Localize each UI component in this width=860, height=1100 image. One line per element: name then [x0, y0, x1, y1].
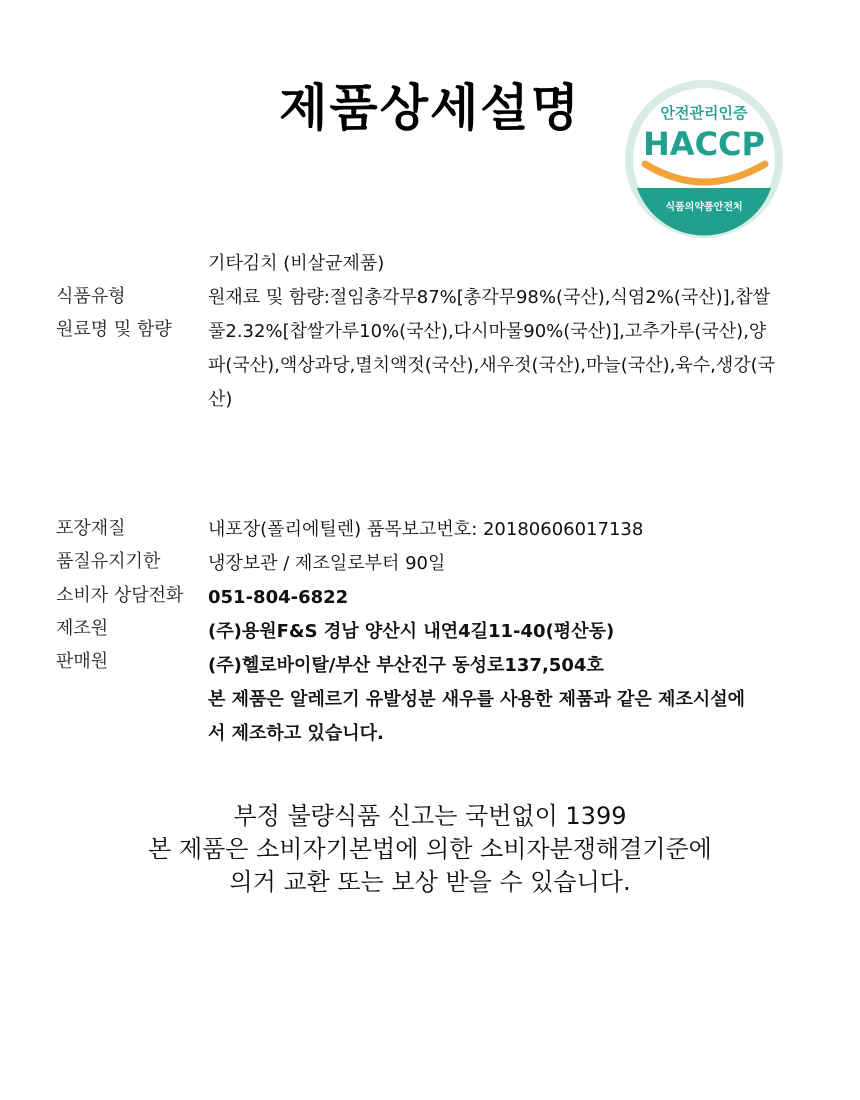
haccp-bottom-text: 식품의약품안전처 [665, 202, 743, 213]
consumer-phone-value: 051-804-6822 [208, 587, 349, 608]
section1-line: 원재료 및 함량:절임총각무87%[총각무98%(국산),식염2%(국산)],찹쌀 [208, 287, 771, 308]
notice-line: 의거 교환 또는 보상 받을 수 있습니다. [229, 868, 631, 896]
notice-line: 본 제품은 소비자기본법에 의한 소비자분쟁해결기준에 [148, 835, 712, 863]
label-packaging: 포장재질 [56, 518, 126, 539]
page-title: 제품상세설명 [279, 79, 581, 137]
label-shelf-life: 품질유지기한 [56, 551, 161, 572]
section1-line: 기타김치 (비살균제품) [208, 253, 385, 274]
label-food-type: 식품유형 [56, 286, 126, 307]
haccp-certification-badge [623, 78, 785, 240]
section1-line: 파(국산),액상과당,멸치액젓(국산),새우젓(국산),마늘(국산),육수,생강(국 [208, 355, 776, 376]
allergy-notice-line: 서 제조하고 있습니다. [208, 723, 384, 744]
section2-values [208, 513, 808, 751]
haccp-logo-icon [623, 78, 785, 240]
manufacturer-value: (주)용원F&S 경남 양산시 내연4길11-40(평산동) [208, 621, 615, 642]
shelf-life-value: 냉장보관 / 제조일로부터 90일 [208, 553, 446, 574]
label-manufacturer: 제조원 [56, 618, 109, 639]
food-type-value [208, 247, 808, 417]
consumer-notice [0, 800, 860, 899]
section1-line: 산) [208, 389, 233, 410]
notice-line: 부정 불량식품 신고는 국번없이 1399 [233, 802, 627, 830]
haccp-main-text: HACCP [643, 125, 765, 163]
label-consumer-phone: 소비자 상담전화 [56, 585, 184, 606]
section1-line: 풀2.32%[찹쌀가루10%(국산),다시마물90%(국산)],고추가루(국산),양 [208, 321, 767, 342]
haccp-top-text: 안전관리인증 [660, 104, 748, 122]
label-ingredients: 원료명 및 함량 [56, 319, 172, 340]
packaging-value: 내포장(폴리에틸렌) 품목보고번호: 20180606017138 [208, 519, 644, 540]
allergy-notice-line: 본 제품은 알레르기 유발성분 새우를 사용한 제품과 같은 제조시설에 [208, 689, 745, 710]
label-seller: 판매원 [56, 651, 109, 672]
seller-value: (주)헬로바이탈/부산 부산진구 동성로137,504호 [208, 655, 604, 676]
